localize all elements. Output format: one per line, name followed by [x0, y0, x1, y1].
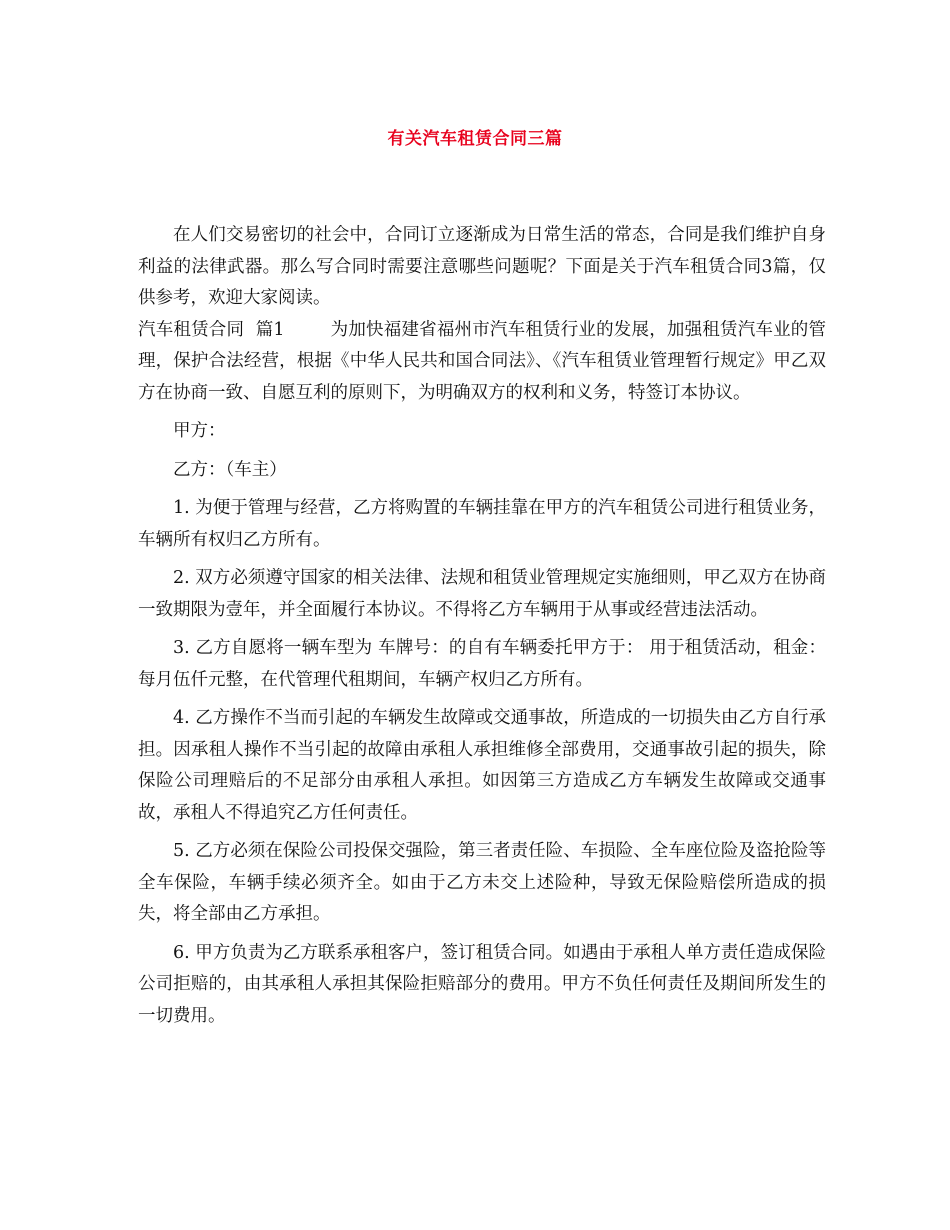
clause-5: 5. 乙方必须在保险公司投保交强险，第三者责任险、车损险、全车座位险及盗抢险等全车保险，车辆手续必须齐全。如由于乙方未交上述险种，导致无保险赔偿所造成的损失，将全部由乙方承担。 [138, 841, 826, 924]
section-paragraph [138, 315, 826, 410]
clause-3: 3. 乙方自愿将一辆车型为 车牌号：的自有车辆委托甲方于： 用于租赁活动，租金：每月伍仟元整，在代管理代租期间，车辆产权归乙方所有。 [138, 638, 826, 690]
intro-paragraph: 在人们交易密切的社会中，合同订立逐渐成为日常生活的常态，合同是我们维护自身利益的法律武器。那么写合同时需要注意哪些问题呢？下面是关于汽车租赁合同3篇，仅供参考，欢迎大家阅读。 [138, 225, 826, 308]
section-heading: 汽车租赁合同 篇1 [138, 319, 285, 340]
clause-4: 4. 乙方操作不当而引起的车辆发生故障或交通事故，所造成的一切损失由乙方自行承担。因承租人操作不当引起的故障由承租人承担维修全部费用，交通事故引起的损失，除保险公司理赔后的不足部分由承租人承担。如因第三方造成乙方车辆发生故障或交通事故，承租人不得追究乙方任何责任。 [138, 708, 826, 823]
document-title: 有关汽车租赁合同三篇 [387, 129, 563, 149]
document-body [138, 220, 826, 1032]
clause-6: 6. 甲方负责为乙方联系承租客户，签订租赁合同。如遇由于承租人单方责任造成保险公司拒赔的，由其承租人承担其保险拒赔部分的费用。甲方不负任何责任及期间所发生的一切费用。 [138, 942, 826, 1026]
clause-2: 2. 双方必须遵守国家的相关法律、法规和租赁业管理规定实施细则，甲乙双方在协商一致期限为壹年，并全面履行本协议。不得将乙方车辆用于从事或经营违法活动。 [138, 568, 826, 620]
section-lead: 为加快福建省福州市汽车租赁行业的发展，加强租赁汽车业的管理，保护合法经营，根据《中华人民共和国合同法》、《汽车租赁业管理暂行规定》甲乙双方在协商一致、自愿互利的原则下，为明确双方的权利和义务，特签订本协议。 [138, 319, 826, 403]
party-a-line: 甲方： [173, 421, 226, 441]
clause-1: 1. 为便于管理与经营，乙方将购置的车辆挂靠在甲方的汽车租赁公司进行租赁业务，车辆所有权归乙方所有。 [138, 498, 826, 550]
party-b-line: 乙方：（车主） [173, 459, 287, 480]
